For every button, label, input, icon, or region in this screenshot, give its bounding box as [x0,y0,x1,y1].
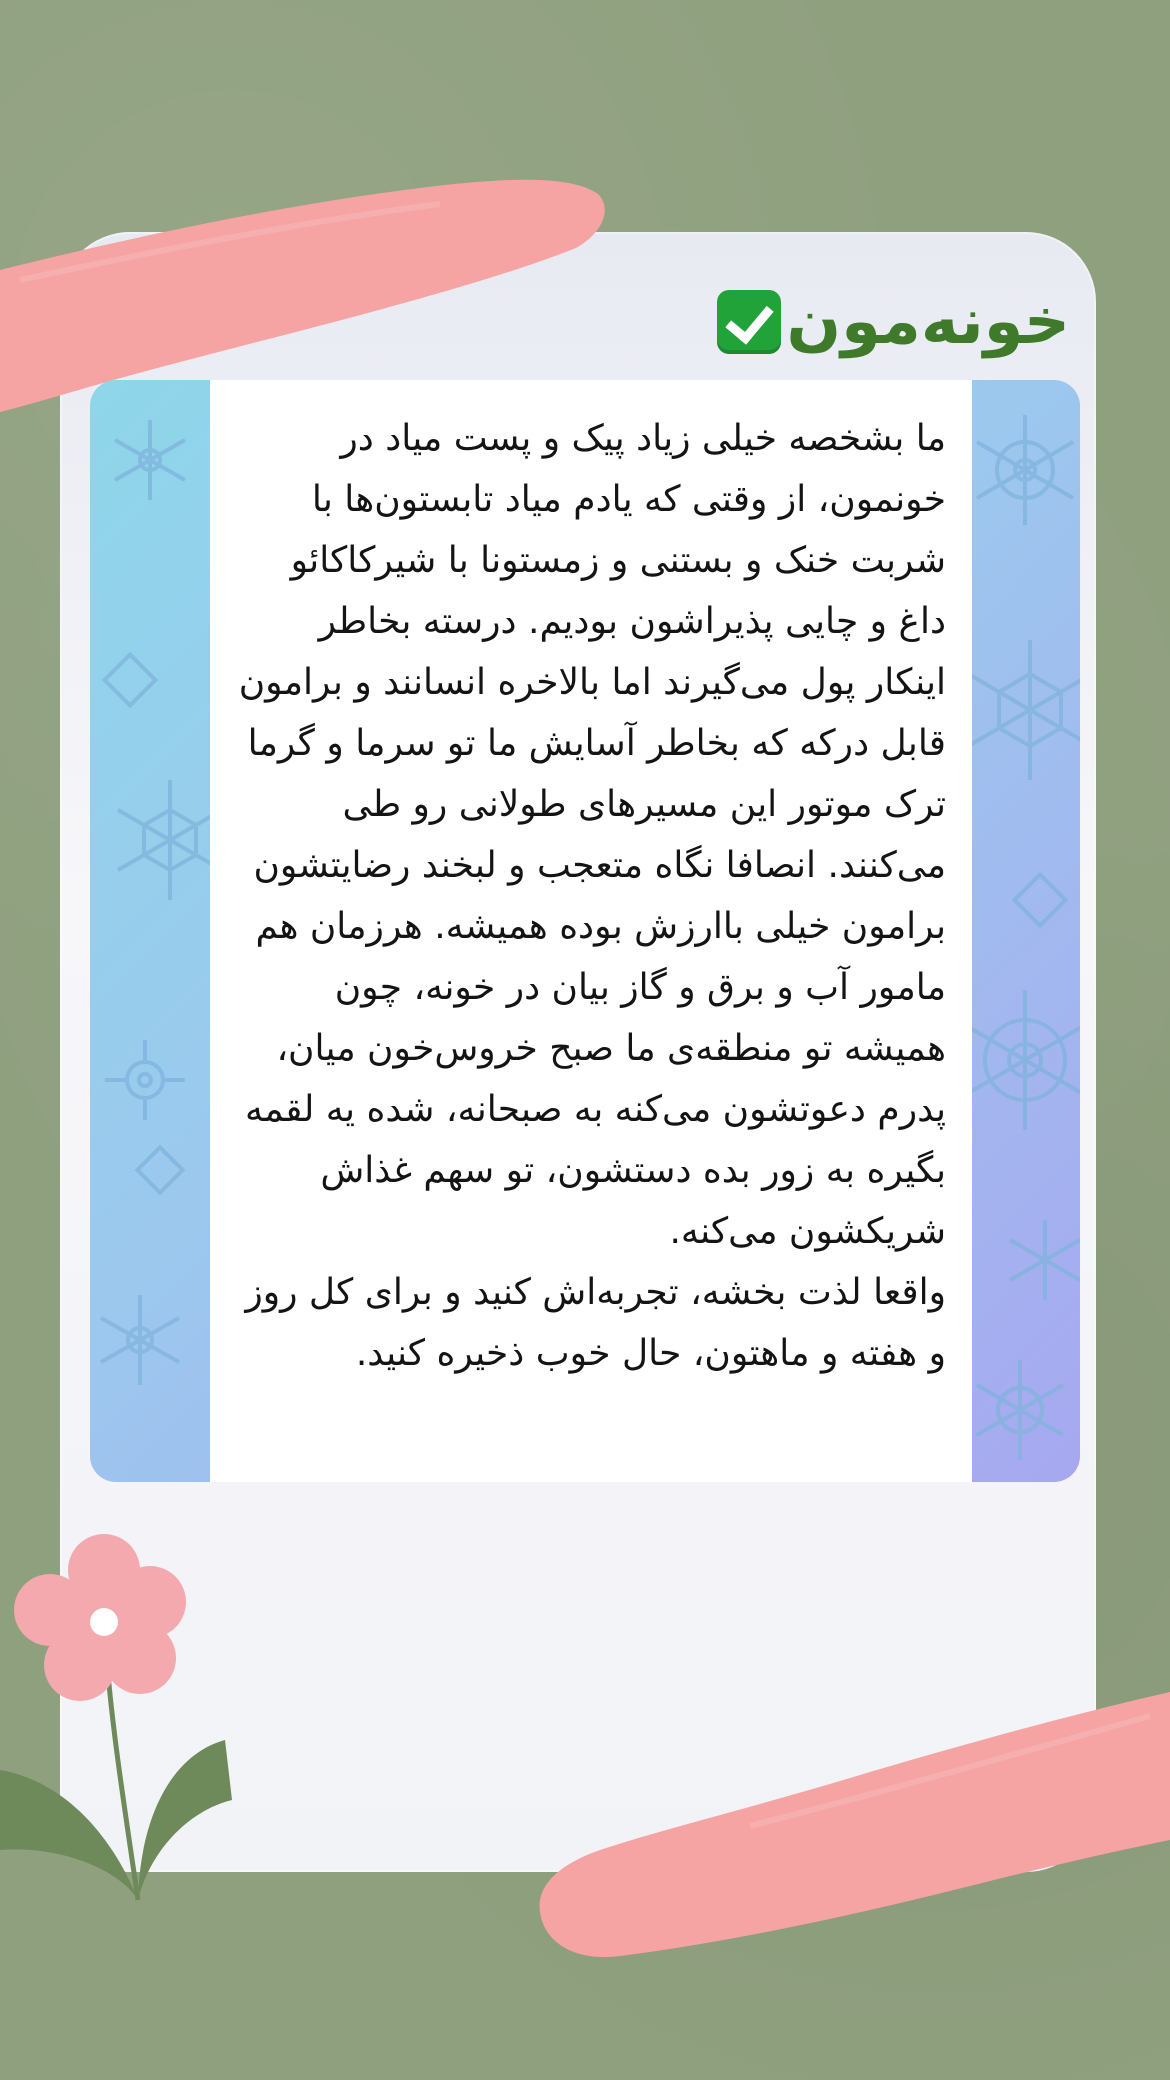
snowflake-icon [115,420,185,500]
snowflake-icon [101,1295,179,1385]
snowflake-icon [977,1360,1063,1460]
snowflake-icon [105,1040,185,1120]
bottom-brush-stroke [530,1680,1170,1980]
snowflake-icon [137,1147,182,1192]
snowflake-icon [105,655,156,706]
post-paragraph: واقعا لذت بخشه، تجربه‌اش کنید و برای کل روز و هفته و ماهتون، حال خوب ذخیره کنید. [245,1272,946,1374]
snowflake-icon [970,640,1080,780]
post-paragraph: ما بشخصه خیلی زیاد پیک و پست میاد در خونمون، از وقتی که یادم میاد تابستون‌ها با شربت خنک و بستنی و زمستونا با شیرکاکائو داغ و چایی پذیراشون بودیم. درسته بخاطر اینکار پول می‌گیرند اما بالاخره انسانند و برامون قابل درکه که بخاطر آسایش ما تو سرما و گرما ترک موتور این مسیرهای طولانی رو طی می‌کنند. انصافا نگاه متعجب و لبخند رضایتشون برامون خیلی باارزش بوده همیشه. هرزمان هم مامور آب و برق و گاز بیان در خونه، چون همیشه تو منطقه‌ی ما صبح خروس‌خون میان، پدرم دعوتشون می‌کنه به صبحانه، شده یه لقمه بگیره به زور بده دستشون، تو سهم غذاش شریکشون می‌کنه. [238,418,946,1252]
post-title-text: خونه‌مون [786,285,1070,359]
snowflake-icon [118,780,222,900]
snowflake-icon [965,990,1080,1130]
post-body [236,408,946,1384]
check-mark-icon [717,290,781,354]
post-title [717,285,1070,359]
snowflake-icon [1015,875,1066,926]
snowflake-icon [1010,1220,1080,1300]
flower-icon [0,1470,260,1910]
content-panel [90,380,1080,1482]
snowflake-icon [977,415,1073,525]
text-box [210,380,972,1482]
